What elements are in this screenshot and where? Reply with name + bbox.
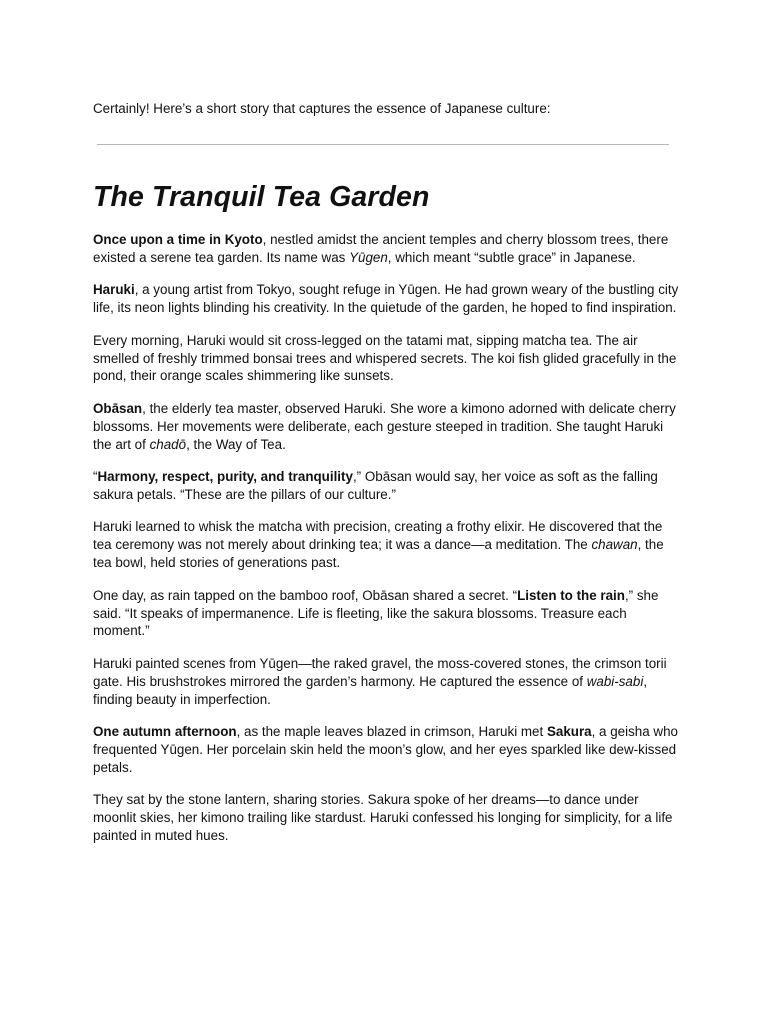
italic-text: Yūgen [349, 249, 388, 265]
story-paragraph [93, 400, 683, 454]
bold-text: Listen to the rain [517, 587, 625, 603]
story-paragraph [93, 231, 683, 267]
italic-text: wabi-sabi [586, 673, 644, 689]
story-body [93, 231, 683, 859]
italic-text: chawan [591, 537, 638, 553]
story-title: The Tranquil Tea Garden [93, 181, 430, 213]
bold-text: Once upon a time in Kyoto [93, 232, 263, 247]
story-paragraph [93, 587, 683, 641]
text-run: , the tea bowl, held stories of generations past. [93, 537, 664, 571]
text-run: , the elderly tea master, observed Haruki. She wore a kimono adorned with delicate cherry blossoms. Her movements were deliberate, each gesture steeped in tradition. She taught Haruki the art of [93, 400, 676, 452]
text-run: One day, as rain tapped on the bamboo roof, Obāsan shared a secret. “ [93, 587, 518, 603]
story-paragraph [93, 332, 683, 386]
italic-text: chadō [149, 436, 187, 452]
text-run: , which meant “subtle grace” in Japanese. [387, 249, 636, 265]
bold-text: Obāsan [93, 400, 143, 416]
text-run: , the Way of Tea. [186, 436, 286, 452]
story-paragraph [93, 281, 683, 317]
text-run: ,” she said. “It speaks of impermanence. Life is fleeting, like the sakura blossoms. Treasure each moment.” [93, 587, 659, 639]
intro-text: Certainly! Here’s a short story that captures the essence of Japanese culture: [93, 101, 551, 116]
text-run: Every morning, Haruki would sit cross-legged on the tatami mat, sipping matcha tea. The air smelled of freshly trimmed bonsai trees and whispered secrets. The koi fish glided gracefully in the pond, their orange scales shimmering like sunsets. [93, 332, 677, 384]
text-run: Haruki learned to whisk the matcha with precision, creating a frothy elixir. He discovered that the tea ceremony was not merely about drinking tea; it was a dance—a meditation. The [93, 519, 663, 553]
text-run: , as the maple leaves blazed in crimson, Haruki met [236, 724, 547, 740]
text-run: , a young artist from Tokyo, sought refuge in Yūgen. He had grown weary of the bustling city life, its neon lights blinding his creativity. In the quietude of the garden, he hoped to find inspiration. [93, 282, 679, 316]
story-paragraph [93, 468, 683, 504]
text-run: , finding beauty in imperfection. [93, 673, 648, 707]
bold-text: Harmony, respect, purity, and tranquility [97, 469, 353, 485]
story-paragraph [93, 518, 683, 572]
bold-text: One autumn afternoon [93, 724, 237, 740]
text-run: , a geisha who frequented Yūgen. Her porcelain skin held the moon’s glow, and her eyes sparkled like dew-kissed petals. [93, 724, 678, 775]
story-paragraph [93, 655, 683, 709]
text-run: , nestled amidst the ancient temples and cherry blossom trees, there existed a serene tea garden. Its name was [93, 232, 669, 265]
story-paragraph [93, 723, 683, 777]
horizontal-divider [97, 144, 669, 145]
text-run: ,” Obāsan would say, her voice as soft as the falling sakura petals. “These are the pillars of our culture.” [93, 469, 658, 502]
text-run: They sat by the stone lantern, sharing stories. Sakura spoke of her dreams—to dance under moonlit skies, her kimono trailing like stardust. Haruki confessed his longing for simplicity, for a life painted in muted hues. [93, 792, 673, 844]
text-run: “ [93, 469, 98, 485]
bold-text: Sakura [546, 724, 592, 740]
bold-text: Haruki [93, 282, 135, 298]
story-paragraph [93, 791, 683, 845]
text-run: Haruki painted scenes from Yūgen—the raked gravel, the moss-covered stones, the crimson torii gate. His brushstrokes mirrored the garden’s harmony. He captured the essence of [93, 655, 667, 689]
